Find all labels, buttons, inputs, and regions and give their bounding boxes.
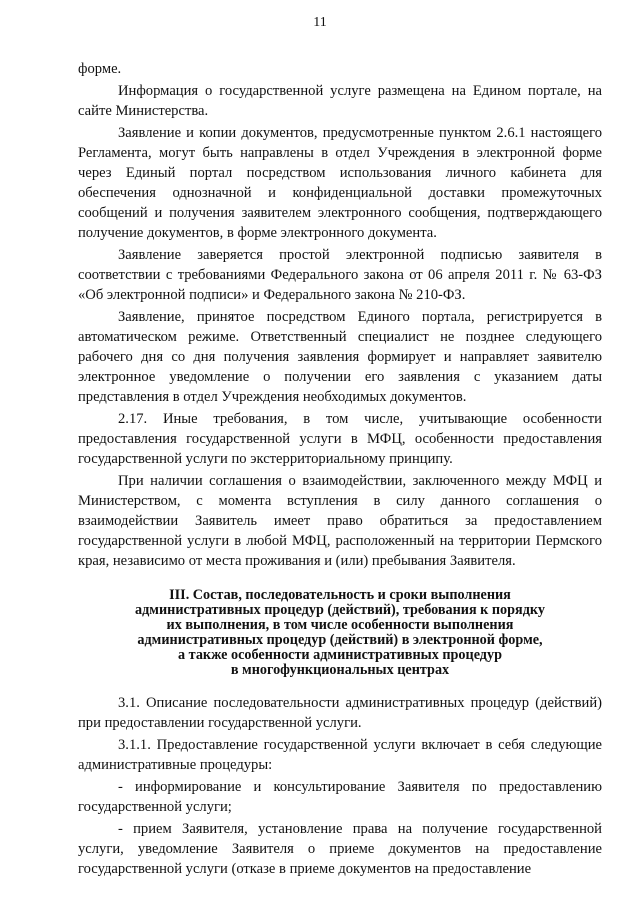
list-item-reception: - прием Заявителя, установление права на получение государственной услуги, уведомление Заявителя о приеме документов на предоставление государственной услуги (отказе в приеме документов на предоставление: [78, 821, 602, 877]
section-heading: [78, 588, 602, 678]
document-body: [78, 59, 602, 879]
page-number: 11: [313, 15, 327, 30]
heading-line: их выполнения, в том числе особенности выполнения: [166, 617, 514, 633]
paragraph-2-17: 2.17. Иные требования, в том числе, учитывающие особенности предоставления государственной услуги в МФЦ, особенности предоставления государственной услуги по экстерриториальному принципу.: [78, 411, 602, 467]
heading-line: III. Состав, последовательность и сроки выполнения: [169, 587, 511, 603]
paragraph-registration: Заявление, принятое посредством Единого портала, регистрируется в автоматическом режиме. Ответственный специалист не позднее следующего рабочего дня со дня получения заявления формирует и направляет заявителю электронное уведомление о получении его заявления с указанием даты представления в отдел Учреждения необходимых документов.: [78, 309, 602, 405]
heading-line: в многофункциональных центрах: [230, 662, 450, 678]
paragraph-electronic-signature: Заявление заверяется простой электронной подписью заявителя в соответствии с требованиями Федерального закона от 06 апреля 2011 г. № 63-ФЗ «Об электронной подписи» и Федерального закона № 210-ФЗ.: [78, 247, 602, 303]
paragraph-3-1-1: 3.1.1. Предоставление государственной услуги включает в себя следующие административные процедуры:: [78, 737, 602, 773]
heading-line: а также особенности административных процедур: [178, 647, 502, 663]
paragraph-application-documents: Заявление и копии документов, предусмотренные пунктом 2.6.1 настоящего Регламента, могут быть направлены в отдел Учреждения в электронной форме через Единый портал посредством использования личного кабинета для обеспечения однозначной и конфиденциальной доставки промежуточных сообщений и получения заявителем электронного сообщения, подтверждающего получение документов, в форме электронного документа.: [78, 125, 602, 241]
paragraph-continuation: форме.: [78, 61, 122, 77]
paragraph-mfc-agreement: При наличии соглашения о взаимодействии, заключенного между МФЦ и Министерством, с момента вступления в силу данного соглашения о взаимодействии Заявитель имеет право обратиться за предоставлением государственной услуги в любой МФЦ, расположенный на территории Пермского края, независимо от места проживания и (или) пребывания Заявителя.: [78, 473, 602, 569]
heading-line: административных процедур (действий), требования к порядку: [135, 602, 545, 618]
heading-line: административных процедур (действий) в электронной форме,: [137, 632, 543, 648]
paragraph-3-1: 3.1. Описание последовательности административных процедур (действий) при предоставлении государственной услуги.: [78, 695, 602, 731]
list-item-informing: - информирование и консультирование Заявителя по предоставлению государственной услуги;: [78, 779, 602, 815]
paragraph-info-portal: Информация о государственной услуге размещена на Едином портале, на сайте Министерства.: [78, 83, 602, 119]
